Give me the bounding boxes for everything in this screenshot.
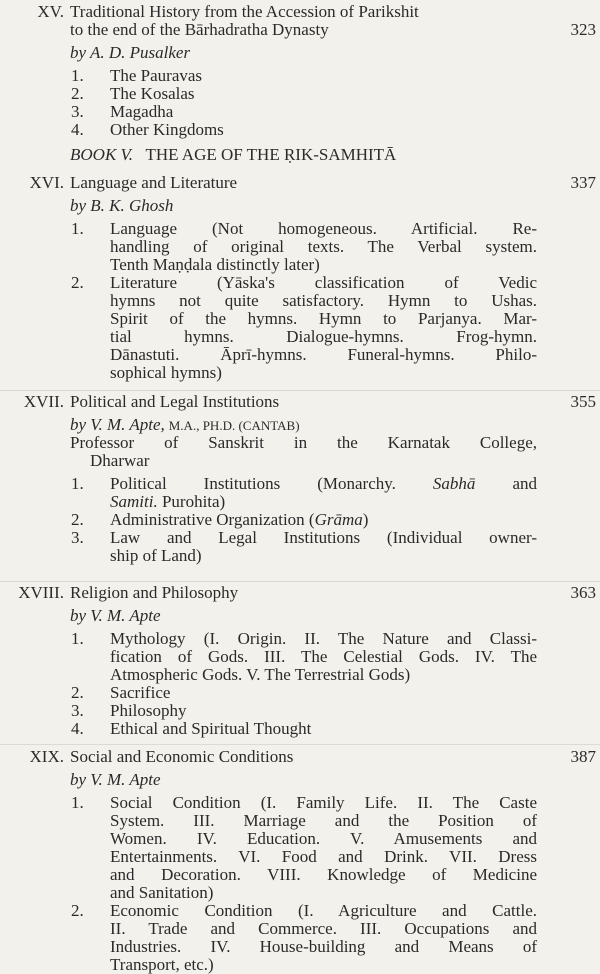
list-item-text: and Decoration. VIII. Knowledge of Medicine (110, 865, 537, 884)
author-row (0, 197, 600, 215)
author-name: by V. M. Apte (70, 606, 161, 625)
list-item-row (0, 830, 600, 848)
italic-term: Grāma (314, 510, 363, 529)
list-item-row (0, 684, 600, 702)
book-label: BOOK V. (70, 145, 133, 164)
list-item-number: 3. (71, 528, 84, 547)
chapter-numeral: XIX. (29, 747, 64, 766)
list-item-number: 2. (71, 84, 84, 103)
list-item-text: Ethical and Spiritual Thought (110, 719, 312, 738)
author-name: by B. K. Ghosh (70, 196, 174, 215)
list-item-row (0, 812, 600, 830)
list-item-number: 1. (71, 793, 84, 812)
list-item-row (0, 364, 600, 382)
list-item-row (0, 630, 600, 648)
list-item-row (0, 67, 600, 85)
list-item-number: 1. (71, 629, 84, 648)
list-item-row (0, 310, 600, 328)
toc-chapter (0, 584, 600, 738)
list-item-text: Philosophy (110, 701, 187, 720)
list-item-row (0, 848, 600, 866)
book-heading (0, 146, 600, 164)
list-item-text (110, 493, 537, 511)
text-segment: Political Institutions (Monarchy. (110, 474, 433, 493)
page-number: 363 (570, 583, 596, 602)
list-item-row (0, 648, 600, 666)
list-item-row (0, 238, 600, 256)
list-item-row (0, 866, 600, 884)
affiliation-row (0, 452, 600, 470)
author-line (70, 607, 161, 625)
list-item-row (0, 256, 600, 274)
list-item-text: Transport, etc.) (110, 955, 214, 974)
list-item-text: Other Kingdoms (110, 120, 224, 139)
list-item-number: 1. (71, 474, 84, 493)
divider (0, 744, 600, 745)
list-item-row (0, 328, 600, 346)
author-row (0, 771, 600, 789)
book-title: THE AGE OF THE ṚIK-SAMHITĀ (145, 145, 397, 164)
list-item-row (0, 720, 600, 738)
list-item-text: Language (Not homogeneous. Artificial. Re- (110, 219, 537, 238)
list-item-number: 2. (71, 273, 84, 292)
author-line (70, 197, 173, 215)
list-item-text: Spirit of the hymns. Hymn to Parjanya. Mar- (110, 309, 537, 328)
list-item-number: 1. (71, 66, 84, 85)
list-item-row (0, 794, 600, 812)
author-affiliation: Professor of Sanskrit in the Karnatak College, (70, 433, 537, 452)
list-item-text (110, 511, 537, 529)
chapter-numeral: XVI. (29, 173, 64, 192)
list-item-text: Magadha (110, 102, 174, 121)
list-item-text: Industries. IV. House-building and Means of (110, 937, 537, 956)
italic-term: Samiti. (110, 492, 158, 511)
list-item-text: Entertainments. VI. Food and Drink. VII. Dress (110, 847, 537, 866)
list-item-row (0, 121, 600, 139)
chapter-numeral: XVII. (23, 392, 64, 411)
list-item-row (0, 884, 600, 902)
list-item-row (0, 274, 600, 292)
chapter-title-line: Language and Literature (70, 173, 238, 192)
author-name: by V. M. Apte, (70, 415, 165, 434)
list-item-row (0, 529, 600, 547)
toc-chapter (0, 748, 600, 974)
list-item-row (0, 666, 600, 684)
list-item-row (0, 103, 600, 121)
list-item-text: sophical hymns) (110, 363, 222, 382)
toc-chapter (0, 3, 600, 139)
list-item-row (0, 702, 600, 720)
list-item-row (0, 511, 600, 529)
toc-chapter (0, 174, 600, 382)
chapter-title-row (0, 174, 600, 192)
list-item-text: Tenth Maṇḍala distinctly later) (110, 255, 320, 274)
list-item-text: Social Condition (I. Family Life. II. The Caste (110, 793, 537, 812)
list-item-text (110, 475, 537, 493)
chapter-title-row (0, 393, 600, 411)
chapter-title-row (0, 3, 600, 21)
list-item-row (0, 475, 600, 493)
list-item-row (0, 85, 600, 103)
list-item-row (0, 292, 600, 310)
text-segment: ) (362, 510, 369, 529)
author-row (0, 44, 600, 62)
chapter-title-line: Social and Economic Conditions (70, 747, 294, 766)
list-item-row (0, 956, 600, 974)
list-item-row (0, 220, 600, 238)
chapter-title-line: Religion and Philosophy (70, 583, 239, 602)
author-row (0, 416, 600, 434)
page-number: 323 (570, 20, 596, 39)
list-item-number: 2. (71, 683, 84, 702)
chapter-title-row (0, 584, 600, 602)
chapter-title-row (0, 21, 600, 39)
list-item-number: 2. (71, 901, 84, 920)
list-item-number: 2. (71, 510, 84, 529)
text-segment: Administrative Organization ( (110, 510, 315, 529)
author-line (70, 771, 161, 789)
list-item-text: System. III. Marriage and the Position of (110, 811, 537, 830)
divider (0, 581, 600, 582)
author-affiliation: Dharwar (90, 451, 150, 470)
list-item-text: and Sanitation) (110, 883, 214, 902)
page-number: 387 (570, 747, 596, 766)
page-number: 337 (570, 173, 596, 192)
list-item-text: Women. IV. Education. V. Amusements and (110, 829, 537, 848)
list-item-row (0, 493, 600, 511)
list-item-text: Mythology (I. Origin. II. The Nature and Classi- (110, 629, 537, 648)
list-item-text: tial hymns. Dialogue-hymns. Frog-hymn. (110, 327, 537, 346)
list-item-row (0, 920, 600, 938)
list-item-text: handling of original texts. The Verbal system. (110, 237, 537, 256)
author-name: by V. M. Apte (70, 770, 161, 789)
list-item-text: II. Trade and Commerce. III. Occupations and (110, 919, 537, 938)
list-item-row (0, 902, 600, 920)
affiliation-row (0, 434, 600, 452)
chapter-numeral: XV. (37, 2, 64, 21)
chapter-numeral: XVIII. (18, 583, 64, 602)
list-item-text: The Kosalas (110, 84, 195, 103)
author-credentials: M.A., PH.D. (CANTAB) (168, 418, 300, 433)
chapter-title-line: Traditional History from the Accession of Parikshit (70, 2, 419, 21)
chapter-title-line: Political and Legal Institutions (70, 392, 280, 411)
list-item-number: 1. (71, 219, 84, 238)
toc-chapter (0, 393, 600, 565)
author-row (0, 607, 600, 625)
list-item-number: 3. (71, 102, 84, 121)
page-number: 355 (570, 392, 596, 411)
divider (0, 390, 600, 391)
chapter-title-row (0, 748, 600, 766)
list-item-number: 4. (71, 719, 84, 738)
author-line (70, 44, 190, 62)
list-item-row (0, 547, 600, 565)
list-item-text: Literature (Yāska's classification of Vedic (110, 273, 537, 292)
list-item-text: Sacrifice (110, 683, 171, 702)
list-item-number: 4. (71, 120, 84, 139)
list-item-text: Law and Legal Institutions (Individual owner- (110, 528, 537, 547)
list-item-text: ship of Land) (110, 546, 202, 565)
list-item-text: Atmospheric Gods. V. The Terrestrial Gods) (110, 665, 411, 684)
list-item-text: Dānastuti. Āprī-hymns. Funeral-hymns. Philo- (110, 345, 537, 364)
list-item-number: 3. (71, 701, 84, 720)
author-name: by A. D. Pusalker (70, 43, 191, 62)
list-item-row (0, 346, 600, 364)
list-item-text: fication of Gods. III. The Celestial Gods. IV. The (110, 647, 537, 666)
text-segment: Purohita) (157, 492, 226, 511)
list-item-text: The Pauravas (110, 66, 203, 85)
list-item-text: hymns not quite satisfactory. Hymn to Ushas. (110, 291, 537, 310)
italic-term: Sabhā (432, 474, 476, 493)
chapter-title-line: to the end of the Bārhadratha Dynasty (70, 20, 329, 39)
list-item-row (0, 938, 600, 956)
list-item-text: Economic Condition (I. Agriculture and Cattle. (110, 901, 537, 920)
text-segment: and (475, 474, 537, 493)
